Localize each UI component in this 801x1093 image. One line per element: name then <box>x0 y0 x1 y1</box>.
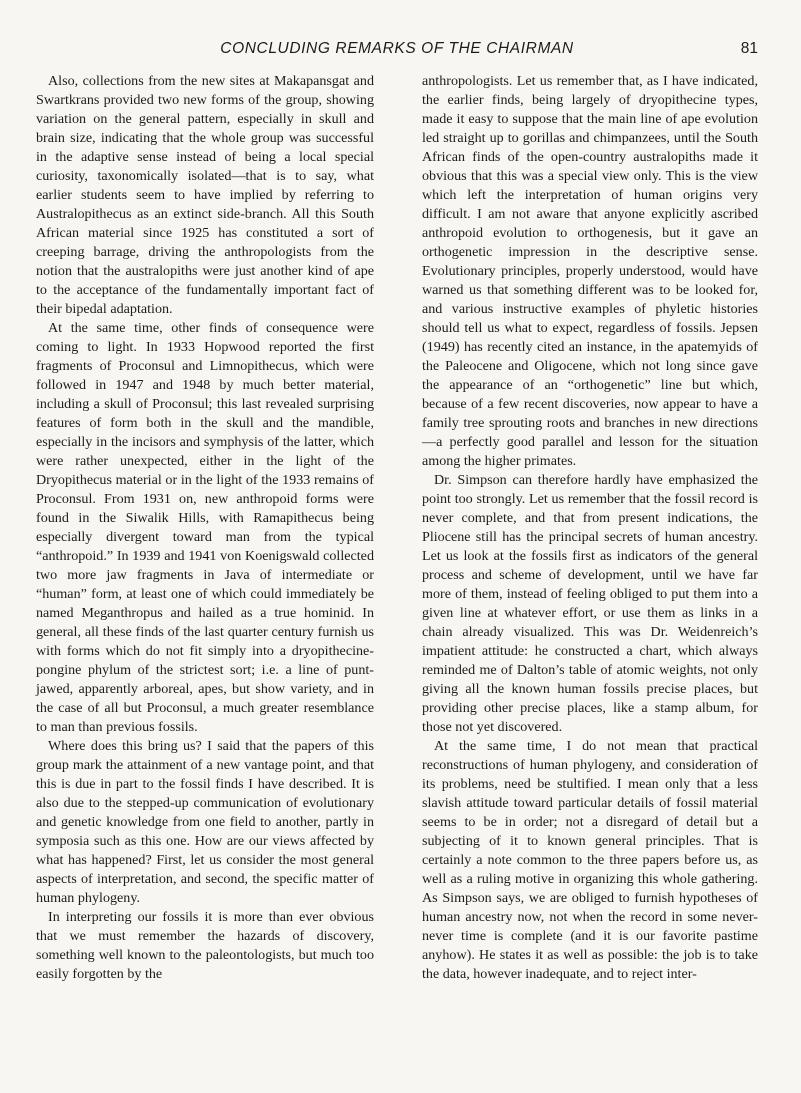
paragraph: At the same time, other finds of consequence were coming to light. In 1933 Hopwood reported the first fragments of Proconsul and Limnopithecus, which were followed in 1947 and 1948 by much better material, including a skull of Proconsul; this last revealed surprising features of form both in the skull and the mandible, especially in the incisors and symphysis of the latter, which were rather unexpected, either in the light of the Dryopithecus material or in the light of the 1933 remains of Proconsul. From 1931 on, new anthropoid forms were found in the Siwalik Hills, with Ramapithecus being especially divergent toward man from the typical “anthropoid.” In 1939 and 1941 von Koenigswald collected two more jaw fragments in Java of intermediate or “human” form, at least one of which could immediately be named Meganthropus and hailed as a true hominid. In general, all these finds of the last quarter century furnish us with forms which do not fit simply into a dryopithecine-pongine phylum of the strictest sort; i.e. a line of punt-jawed, apparently arboreal, apes, but show variety, and in the case of all but Proconsul, a much greater resemblance to man than previous fossils. <box>36 320 374 735</box>
paragraph: anthropologists. Let us remember that, as I have indicated, the earlier finds, being largely of dryopithecine types, made it easy to suppose that the main line of ape evolution led straight up to gorillas and chimpanzees, until the South African finds of the open-country australopiths made it obvious that this was a special view only. This is the view which left the interpretation of human origins very difficult. I am not aware that anyone explicitly ascribed anthropoid evolution to orthogenesis, but it gave an orthogenetic impression in the descriptive sense. Evolutionary principles, properly understood, would have warned us that something different was to be looked for, and various instructive examples of phyletic histories should tell us what to expect, regardless of fossils. Jepsen (1949) has recently cited an instance, in the apatemyids of the Paleocene and Oligocene, which not long since gave the appearance of an “orthogenetic” line but which, because of a few recent discoveries, now appear to have a family tree sprouting roots and branches in new directions—a perfectly good parallel and lesson for the situation among the higher primates. <box>422 73 758 469</box>
paragraph: Also, collections from the new sites at Makapansgat and Swartkrans provided two new forms of the group, showing variation on the general pattern, especially in skull and brain size, indicating that the whole group was successful in the adaptive sense instead of being a local special curiosity, taxonomically isolated—that is to say, what earlier students seem to have implied by referring to Australopithecus as an extinct side-branch. All this South African material since 1925 has constituted a sort of creeping barrage, driving the anthropologists from the notion that the australopiths were just another kind of ape to the acceptance of the fundamentally important fact of their bipedal adaptation. <box>36 73 374 317</box>
running-head: CONCLUDING REMARKS OF THE CHAIRMAN <box>220 40 574 57</box>
page-number: 81 <box>740 40 758 57</box>
paragraph: At the same time, I do not mean that practical reconstructions of human phylogeny, and consideration of its problems, need be stultified. I mean only that a less slavish attitude toward particular details of fossil material seems to be in order; not a disregard of detail but a subjecting of it to known general principles. That is certainly a note common to the three papers before us, as well as a ruling motive in organizing this whole gathering. As Simpson says, we are obliged to furnish hypotheses of human ancestry now, not when the record in some never-never time is complete (and it is our favorite pastime anyhow). He states it as well as possible: the job is to take the data, however inadequate, and to reject inter- <box>422 738 758 982</box>
left-column <box>36 72 374 984</box>
right-column <box>422 72 758 984</box>
page-header <box>36 40 758 62</box>
paragraph: Dr. Simpson can therefore hardly have emphasized the point too strongly. Let us remember that the fossil record is never complete, and that from present indications, the Pliocene still has the principal secrets of human ancestry. Let us look at the fossils first as indicators of the general process and scheme of development, until we have far more of them, instead of feeling obliged to put them into a given line at whatever effort, or use them as links in a chain already visualized. This was Dr. Weidenreich’s impatient attitude: he constructed a chart, which always reminded me of Dalton’s table of atomic weights, not only giving all the known human fossils precise places, but providing other precise places, like a stamp album, for those not yet discovered. <box>422 472 758 735</box>
paragraph: Where does this bring us? I said that the papers of this group mark the attainment of a new vantage point, and that this is due in part to the fossil finds I have described. It is also due to the stepped-up communication of evolutionary and genetic knowledge from one field to another, partly in symposia such as this one. How are our views affected by what has happened? First, let us consider the most general aspects of interpretation, and second, the specific matter of human phylogeny. <box>36 738 374 906</box>
paragraph: In interpreting our fossils it is more than ever obvious that we must remember the hazards of discovery, something well known to the paleontologists, but much too easily forgotten by the <box>36 909 374 982</box>
